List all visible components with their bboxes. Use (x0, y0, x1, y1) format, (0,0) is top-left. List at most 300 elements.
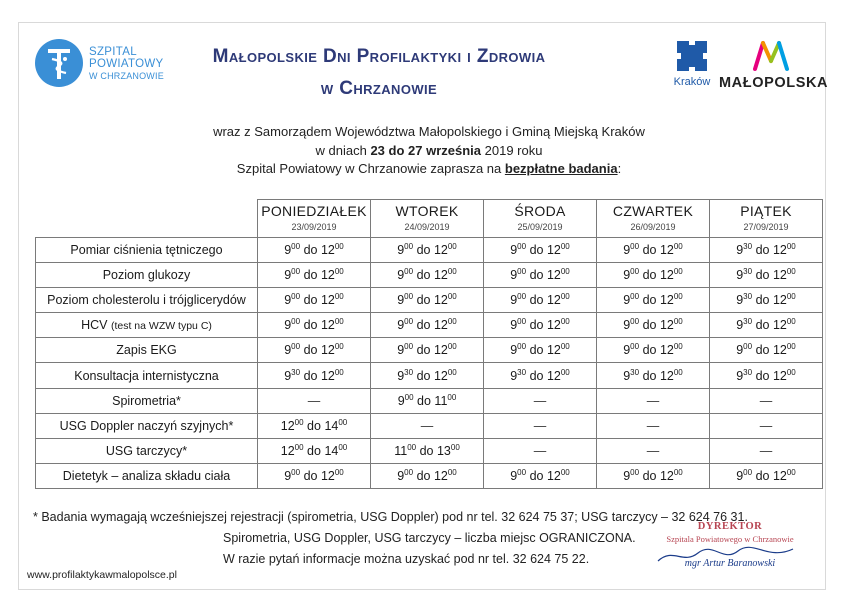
time-connector: do (416, 293, 431, 308)
table-row (36, 238, 823, 263)
start-hour: 9 (397, 243, 405, 258)
end-minutes: 00 (786, 367, 796, 377)
start-minutes: 00 (294, 442, 304, 452)
time-cell (710, 238, 823, 263)
time-cell (597, 238, 710, 263)
time-connector: do (416, 268, 431, 283)
time-connector: do (303, 243, 318, 258)
time-connector: do (303, 293, 318, 308)
time-cell (484, 263, 597, 288)
end-hour: 12 (433, 368, 448, 383)
time-cell (597, 363, 710, 388)
end-hour: 11 (434, 393, 448, 408)
end-minutes: 00 (673, 317, 683, 327)
schedule-header-row (36, 200, 823, 238)
time-connector: do (755, 343, 770, 358)
day-date: 24/09/2019 (404, 222, 450, 232)
time-connector: do (417, 393, 431, 408)
intro-line3-prefix: Szpital Powiatowy w Chrzanowie zaprasza na (236, 161, 505, 176)
end-hour: 12 (772, 268, 787, 283)
end-minutes: 00 (786, 242, 796, 252)
time-cell (371, 463, 484, 488)
end-minutes: 00 (338, 417, 348, 427)
end-hour: 12 (546, 368, 561, 383)
start-hour: 9 (397, 393, 405, 408)
start-hour: 9 (284, 268, 292, 283)
end-minutes: 00 (560, 342, 570, 352)
end-minutes: 00 (334, 467, 344, 477)
end-hour: 12 (433, 468, 448, 483)
start-minutes: 00 (630, 292, 640, 302)
test-name: Spirometria* (112, 393, 181, 408)
test-name: Zapis EKG (116, 343, 177, 358)
time-cell (597, 338, 710, 363)
signature-scribble (653, 545, 803, 567)
table-row (36, 288, 823, 313)
day-header (597, 200, 710, 238)
end-hour: 12 (320, 243, 335, 258)
time-cell (258, 388, 371, 413)
start-minutes: 00 (407, 442, 417, 452)
start-minutes: 00 (517, 242, 527, 252)
start-hour: 9 (510, 293, 518, 308)
start-hour: 9 (284, 343, 292, 358)
time-connector: do (307, 443, 321, 458)
start-minutes: 00 (404, 342, 414, 352)
poster-title (169, 41, 589, 105)
start-minutes: 00 (291, 317, 301, 327)
time-connector: do (416, 468, 431, 483)
start-minutes: 00 (291, 242, 301, 252)
table-row (36, 363, 823, 388)
day-date: 27/09/2019 (743, 222, 789, 232)
day-date: 23/09/2019 (291, 222, 337, 232)
intro-line2 (149, 142, 709, 161)
time-cell (484, 463, 597, 488)
end-hour: 12 (659, 343, 674, 358)
test-name-cell (36, 463, 258, 488)
no-test-dash: — (646, 393, 660, 408)
time-cell (597, 313, 710, 338)
end-minutes: 00 (447, 267, 457, 277)
start-minutes: 30 (404, 367, 414, 377)
no-test-dash: — (646, 443, 660, 458)
test-name: Konsultacja internistyczna (74, 368, 219, 383)
time-connector: do (416, 343, 431, 358)
start-minutes: 00 (291, 342, 301, 352)
time-connector: do (529, 243, 544, 258)
start-minutes: 00 (630, 317, 640, 327)
start-minutes: 30 (743, 317, 753, 327)
stamp-name: mgr Artur Baranowski (684, 558, 776, 569)
time-connector: do (755, 243, 770, 258)
end-minutes: 00 (786, 317, 796, 327)
time-connector: do (755, 268, 770, 283)
intro-line1: wraz z Samorządem Województwa Małopolskiego i Gminą Miejską Kraków (213, 124, 645, 139)
start-hour: 9 (397, 343, 405, 358)
end-hour: 12 (772, 343, 787, 358)
start-hour: 9 (397, 468, 405, 483)
table-row (36, 463, 823, 488)
time-cell (710, 338, 823, 363)
start-minutes: 00 (291, 467, 301, 477)
day-date: 26/09/2019 (630, 222, 676, 232)
end-minutes: 00 (673, 467, 683, 477)
stamp-organization: Szpitala Powiatowego w Chrzanowie (666, 534, 794, 544)
intro-line3-suffix: : (617, 161, 622, 176)
start-minutes: 30 (743, 367, 753, 377)
end-hour: 12 (433, 343, 448, 358)
end-hour: 12 (433, 293, 448, 308)
end-hour: 12 (320, 368, 335, 383)
poster-page (18, 22, 829, 590)
no-test-dash: — (307, 393, 321, 408)
start-minutes: 00 (630, 242, 640, 252)
end-hour: 12 (320, 343, 335, 358)
no-test-dash: — (759, 443, 773, 458)
time-cell (371, 413, 484, 438)
start-minutes: 00 (743, 467, 753, 477)
end-hour: 12 (546, 318, 561, 333)
start-hour: 9 (736, 468, 744, 483)
end-hour: 12 (433, 268, 448, 283)
time-cell (371, 288, 484, 313)
end-minutes: 00 (334, 367, 344, 377)
table-row (36, 263, 823, 288)
test-name: USG Doppler naczyń szyjnych* (59, 418, 234, 433)
test-name: Poziom cholesterolu i trójglicerydów (47, 293, 246, 308)
time-cell (484, 388, 597, 413)
test-name: USG tarczycy* (105, 443, 188, 458)
end-hour: 12 (659, 268, 674, 283)
end-minutes: 00 (560, 267, 570, 277)
day-name: PIĄTEK (740, 203, 792, 219)
header-blank-cell (36, 200, 258, 238)
end-minutes: 00 (786, 292, 796, 302)
logo-line1: SZPITAL (89, 46, 137, 58)
time-cell (484, 438, 597, 463)
info-phone-note: W razie pytań informacje można uzyskać pod nr tel. 32 624 75 22. (223, 552, 590, 566)
limited-places-note: Spirometria, USG Doppler, USG tarczycy – liczba miejsc OGRANICZONA. (223, 531, 636, 545)
end-minutes: 00 (447, 392, 457, 402)
end-minutes: 00 (338, 442, 348, 452)
malopolska-logo (719, 39, 829, 95)
time-cell (710, 263, 823, 288)
start-hour: 9 (623, 468, 631, 483)
logo-line3: W CHRZANOWIE (89, 71, 164, 81)
day-header (710, 200, 823, 238)
end-hour: 12 (772, 318, 787, 333)
table-row (36, 413, 823, 438)
time-cell (371, 388, 484, 413)
start-hour: 9 (623, 318, 631, 333)
time-cell (597, 463, 710, 488)
time-connector: do (755, 368, 770, 383)
test-name: Poziom glukozy (102, 268, 191, 283)
start-minutes: 00 (404, 317, 414, 327)
time-cell (258, 463, 371, 488)
time-connector: do (529, 318, 544, 333)
time-connector: do (755, 318, 770, 333)
time-cell (258, 238, 371, 263)
time-cell (371, 313, 484, 338)
start-hour: 9 (623, 243, 631, 258)
start-minutes: 00 (630, 467, 640, 477)
schedule-table (35, 199, 823, 489)
test-name-cell (36, 363, 258, 388)
start-hour: 9 (623, 268, 631, 283)
end-minutes: 00 (560, 367, 570, 377)
start-minutes: 00 (404, 267, 414, 277)
end-hour: 12 (546, 293, 561, 308)
no-test-dash: — (533, 418, 547, 433)
day-name: ŚRODA (514, 203, 566, 219)
start-minutes: 30 (743, 242, 753, 252)
start-hour: 9 (284, 293, 292, 308)
start-minutes: 00 (517, 317, 527, 327)
start-minutes: 00 (517, 342, 527, 352)
start-hour: 9 (397, 293, 405, 308)
end-hour: 12 (433, 318, 448, 333)
start-minutes: 00 (404, 392, 414, 402)
time-cell (710, 363, 823, 388)
time-cell (710, 438, 823, 463)
time-cell (710, 413, 823, 438)
malopolska-emblem-icon (751, 39, 791, 73)
start-hour: 11 (394, 443, 408, 458)
intro-line2-suffix: 2019 roku (481, 142, 543, 158)
title-line1: Małopolskie Dni Profilaktyki i Zdrowia (212, 46, 546, 67)
table-row (36, 338, 823, 363)
time-cell (710, 463, 823, 488)
end-hour: 12 (659, 243, 674, 258)
start-hour: 9 (623, 368, 631, 383)
time-connector: do (303, 368, 318, 383)
time-connector: do (416, 243, 431, 258)
start-minutes: 00 (743, 342, 753, 352)
time-connector: do (529, 468, 544, 483)
day-name: CZWARTEK (612, 203, 694, 219)
time-connector: do (307, 418, 321, 433)
krakow-emblem-icon (675, 39, 709, 73)
end-minutes: 00 (334, 267, 344, 277)
start-hour: 9 (736, 243, 744, 258)
stamp-title: DYREKTOR (697, 521, 763, 532)
test-name-cell (36, 438, 258, 463)
time-cell (371, 238, 484, 263)
malopolska-label: MAŁOPOLSKA (719, 75, 829, 91)
start-hour: 9 (284, 368, 292, 383)
end-hour: 12 (772, 293, 787, 308)
start-hour: 9 (510, 268, 518, 283)
end-hour: 13 (436, 443, 451, 458)
krakow-label: Kraków (673, 76, 711, 88)
intro-text (149, 123, 709, 179)
start-hour: 9 (510, 368, 518, 383)
start-hour: 9 (284, 243, 292, 258)
time-cell (484, 363, 597, 388)
director-stamp (645, 521, 815, 581)
time-connector: do (642, 318, 657, 333)
start-hour: 9 (623, 293, 631, 308)
start-minutes: 00 (404, 292, 414, 302)
time-cell (710, 313, 823, 338)
test-name-cell (36, 263, 258, 288)
end-hour: 12 (659, 293, 674, 308)
start-minutes: 00 (517, 292, 527, 302)
end-minutes: 00 (673, 342, 683, 352)
start-minutes: 30 (743, 292, 753, 302)
end-hour: 12 (772, 468, 787, 483)
time-cell (597, 288, 710, 313)
start-hour: 9 (510, 468, 518, 483)
end-hour: 12 (320, 268, 335, 283)
time-cell (371, 363, 484, 388)
time-cell (710, 388, 823, 413)
time-cell (258, 288, 371, 313)
end-minutes: 00 (447, 467, 457, 477)
end-minutes: 00 (786, 267, 796, 277)
time-connector: do (755, 468, 770, 483)
start-hour: 9 (397, 268, 405, 283)
day-name: WTOREK (395, 203, 459, 219)
title-line2: w Chrzanowie (320, 78, 438, 99)
start-hour: 9 (397, 368, 405, 383)
time-connector: do (529, 343, 544, 358)
start-minutes: 00 (517, 267, 527, 277)
time-cell (484, 288, 597, 313)
no-test-dash: — (759, 393, 773, 408)
time-connector: do (642, 243, 657, 258)
start-hour: 9 (284, 468, 292, 483)
time-connector: do (419, 443, 434, 458)
start-minutes: 00 (517, 467, 527, 477)
end-minutes: 00 (673, 367, 683, 377)
end-minutes: 00 (334, 242, 344, 252)
time-connector: do (642, 468, 657, 483)
start-hour: 9 (510, 318, 518, 333)
test-name-cell (36, 413, 258, 438)
end-hour: 12 (320, 293, 335, 308)
time-cell (371, 438, 484, 463)
time-connector: do (416, 318, 431, 333)
website-url: www.profilaktykawmalopolsce.pl (27, 569, 177, 581)
intro-line2-prefix: w dniach (315, 142, 371, 158)
test-name-cell (36, 338, 258, 363)
end-minutes: 00 (560, 292, 570, 302)
time-connector: do (642, 293, 657, 308)
end-minutes: 00 (334, 317, 344, 327)
end-minutes: 00 (786, 467, 796, 477)
time-cell (597, 263, 710, 288)
end-hour: 12 (659, 468, 674, 483)
end-minutes: 00 (786, 342, 796, 352)
start-hour: 9 (510, 343, 518, 358)
time-connector: do (303, 343, 318, 358)
time-connector: do (529, 368, 544, 383)
no-test-dash: — (646, 418, 660, 433)
end-minutes: 00 (334, 342, 344, 352)
start-minutes: 00 (404, 467, 414, 477)
time-cell (258, 313, 371, 338)
registration-note: * Badania wymagają wcześniejszej rejestracji (spirometria, USG Doppler) pod nr tel. 32 624 75 37; USG tarczycy – 32 624 76 31. (33, 510, 748, 524)
day-header (371, 200, 484, 238)
no-test-dash: — (533, 443, 547, 458)
test-name: Dietetyk – analiza składu ciała (62, 468, 231, 483)
table-row (36, 438, 823, 463)
time-connector: do (416, 368, 431, 383)
time-connector: do (642, 368, 657, 383)
start-hour: 9 (397, 318, 405, 333)
start-hour: 9 (736, 268, 744, 283)
test-name: Pomiar ciśnienia tętniczego (70, 243, 223, 258)
table-row (36, 313, 823, 338)
start-minutes: 00 (630, 267, 640, 277)
hospital-logo-text (89, 46, 164, 82)
start-hour: 9 (623, 343, 631, 358)
time-cell (258, 413, 371, 438)
start-minutes: 00 (630, 342, 640, 352)
end-hour: 12 (546, 268, 561, 283)
time-cell (597, 388, 710, 413)
start-minutes: 00 (294, 417, 304, 427)
start-minutes: 30 (743, 267, 753, 277)
krakow-logo (667, 39, 717, 93)
test-name-cell (36, 288, 258, 313)
time-connector: do (303, 268, 318, 283)
time-connector: do (642, 343, 657, 358)
time-connector: do (529, 268, 544, 283)
time-cell (258, 263, 371, 288)
test-name-cell (36, 313, 258, 338)
end-hour: 12 (772, 368, 787, 383)
time-cell (371, 263, 484, 288)
day-header (258, 200, 371, 238)
time-cell (484, 313, 597, 338)
no-test-dash: — (420, 418, 434, 433)
start-hour: 12 (280, 418, 295, 433)
intro-line3 (149, 160, 709, 179)
test-name-cell (36, 388, 258, 413)
start-minutes: 00 (291, 267, 301, 277)
end-minutes: 00 (447, 367, 457, 377)
end-hour: 12 (320, 318, 335, 333)
time-cell (371, 338, 484, 363)
time-connector: do (642, 268, 657, 283)
end-hour: 12 (659, 318, 674, 333)
start-minutes: 00 (404, 242, 414, 252)
start-hour: 9 (510, 243, 518, 258)
table-row (36, 388, 823, 413)
logo-line2: POWIATOWY (89, 58, 164, 70)
time-connector: do (529, 293, 544, 308)
end-minutes: 00 (673, 242, 683, 252)
caduceus-icon (35, 39, 83, 87)
end-hour: 12 (546, 468, 561, 483)
start-hour: 12 (280, 443, 295, 458)
time-cell (710, 288, 823, 313)
end-hour: 12 (772, 243, 787, 258)
time-cell (484, 238, 597, 263)
end-hour: 14 (324, 418, 339, 433)
day-date: 25/09/2019 (517, 222, 563, 232)
end-minutes: 00 (673, 267, 683, 277)
start-minutes: 30 (630, 367, 640, 377)
test-name-cell (36, 238, 258, 263)
end-minutes: 00 (560, 467, 570, 477)
start-hour: 9 (284, 318, 292, 333)
end-hour: 12 (433, 243, 448, 258)
